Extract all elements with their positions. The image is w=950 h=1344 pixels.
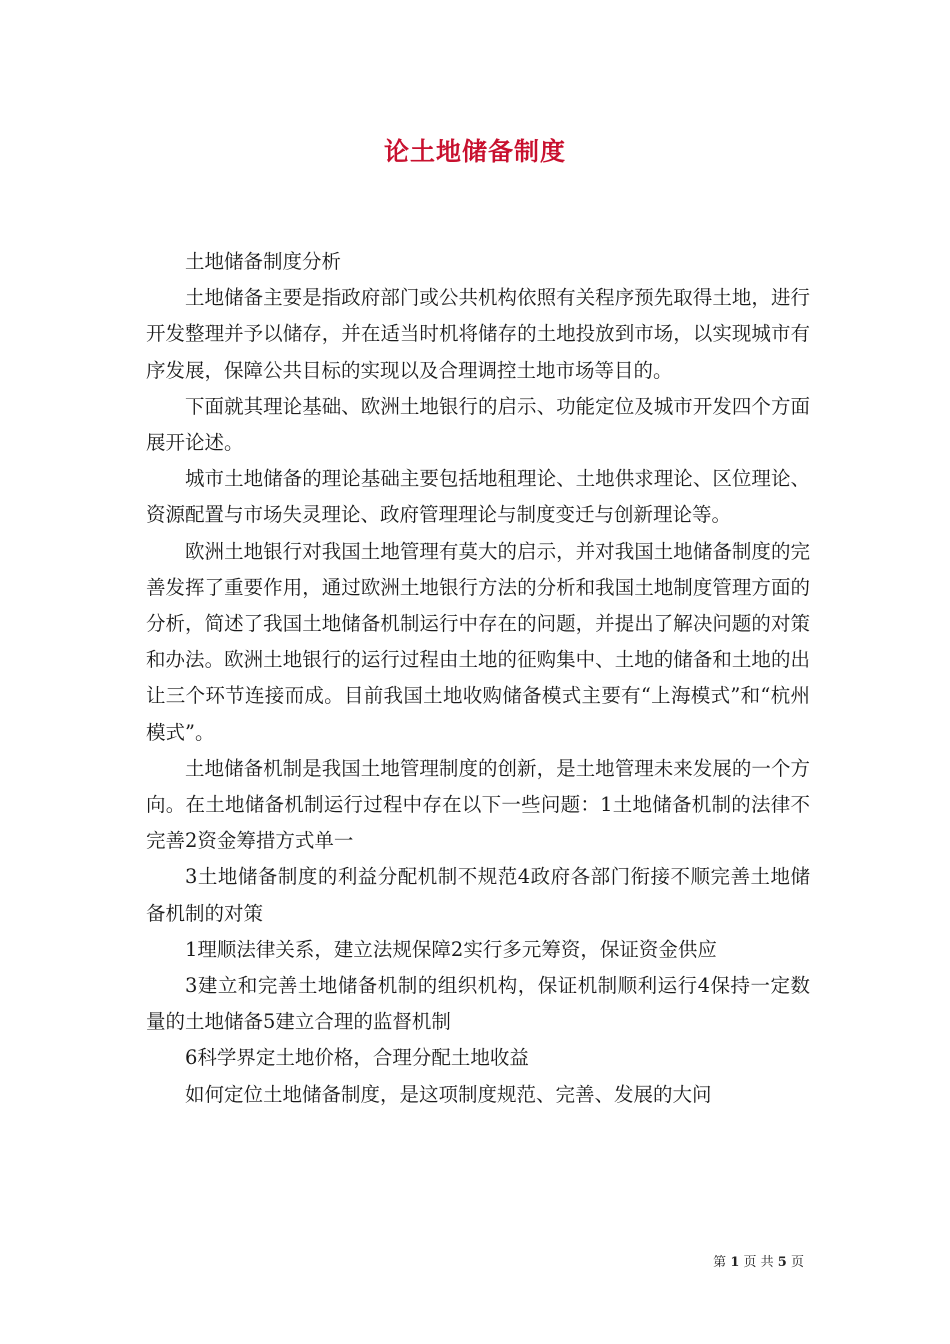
paragraph: 欧洲土地银行对我国土地管理有莫大的启示，并对我国土地储备制度的完善发挥了重要作用，通过欧洲土地银行方法的分析和我国土地制度管理方面的分析，简述了我国土地储备机制运行中存在的问题，并提出了解决问题的对策和办法。欧洲土地银行的运行过程由土地的征购集中、土地的储备和土地的出让三个环节连接而成。目前我国土地收购储备模式主要有“上海模式”和“杭州模式”。 — [146, 539, 810, 744]
paragraph: 土地储备机制是我国土地管理制度的创新，是土地管理未来发展的一个方向。在土地储备机制运行过程中存在以下一些问题：1土地储备机制的法律不完善2资金筹措方式单一 — [146, 756, 810, 853]
current-page-number: 1 — [730, 1255, 740, 1270]
paragraph: 3建立和完善土地储备机制的组织机构，保证机制顺利运行4保持一定数量的土地储备5建立合理的监督机制 — [146, 974, 810, 1034]
footer-prefix: 第 — [713, 1255, 727, 1270]
section-heading: 土地储备制度分析 — [185, 250, 342, 273]
paragraph: 1理顺法律关系，建立法规保障2实行多元筹资，保证资金供应 — [185, 937, 717, 961]
paragraph: 如何定位土地储备制度，是这项制度规范、完善、发展的大问 — [185, 1082, 712, 1106]
footer-middle: 页 共 — [743, 1255, 774, 1270]
footer-suffix: 页 — [790, 1255, 804, 1270]
total-page-count: 5 — [777, 1255, 787, 1270]
paragraph: 6科学界定土地价格，合理分配土地收益 — [185, 1046, 529, 1070]
page-number-footer — [713, 1251, 804, 1270]
paragraph: 3土地储备制度的利益分配机制不规范4政府各部门衔接不顺完善土地储备机制的对策 — [146, 865, 810, 925]
paragraph: 土地储备主要是指政府部门或公共机构依照有关程序预先取得土地，进行开发整理并予以储存，并在适当时机将储存的土地投放到市场，以实现城市有序发展，保障公共目标的实现以及合理调控土地市场等目的。 — [146, 286, 810, 382]
document-title: 论土地储备制度 — [383, 137, 566, 166]
paragraph: 城市土地储备的理论基础主要包括地租理论、土地供求理论、区位理论、资源配置与市场失灵理论、政府管理理论与制度变迁与创新理论等。 — [146, 467, 810, 527]
paragraph: 下面就其理论基础、欧洲土地银行的启示、功能定位及城市开发四个方面展开论述。 — [146, 394, 810, 455]
document-body — [146, 244, 810, 1113]
